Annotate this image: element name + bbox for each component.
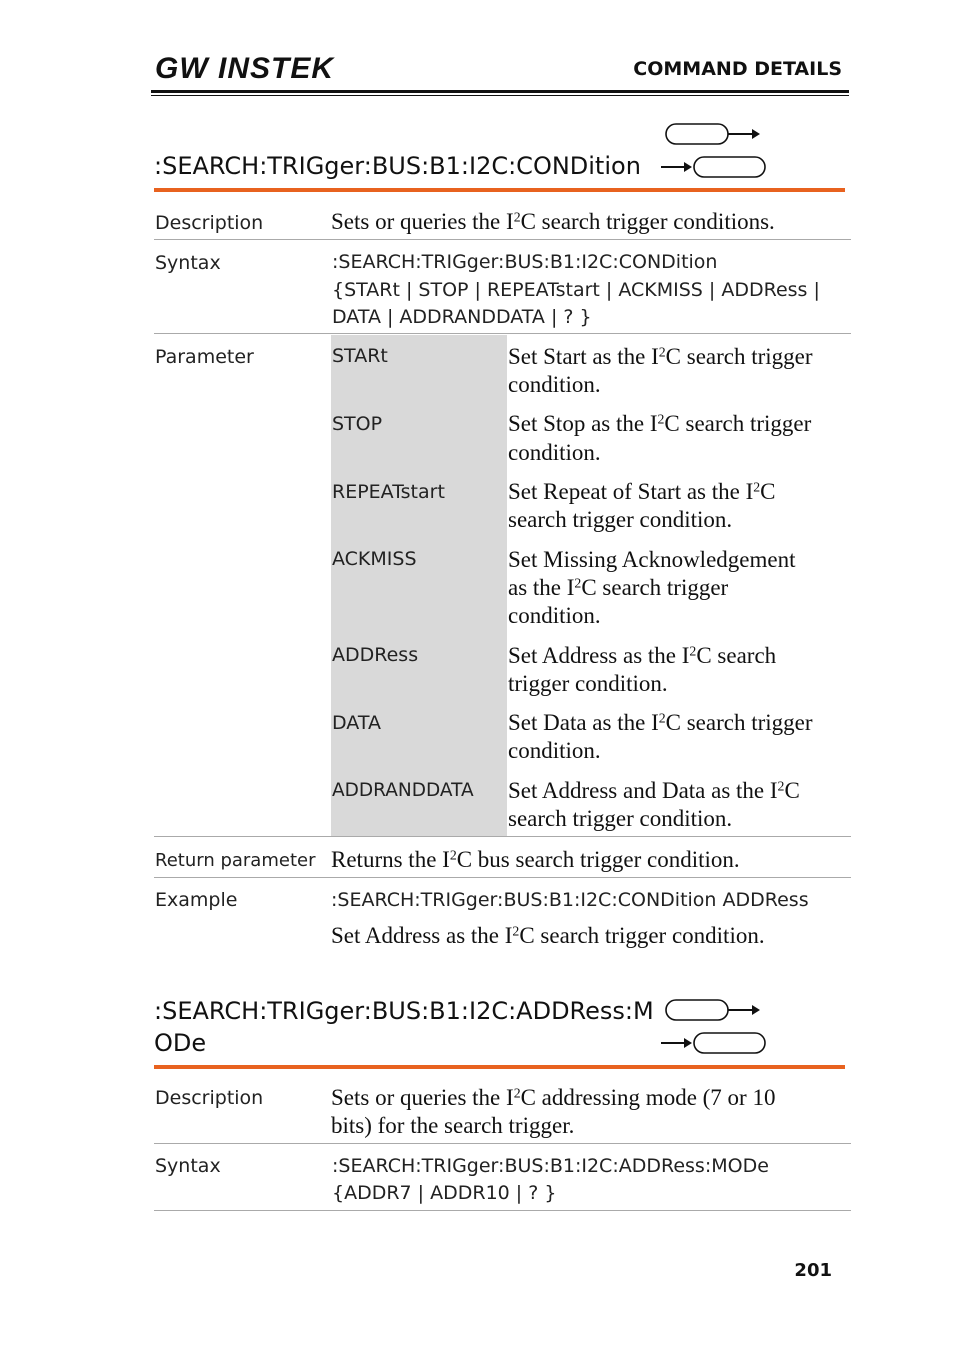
- param-desc: as the $I^2C$ search trigger: [508, 575, 729, 600]
- syntax-line: DATA | ADDRANDDATA | ? }: [332, 306, 592, 328]
- param-name: ADDRess: [332, 644, 419, 666]
- section-title: COMMAND DETAILS: [633, 58, 842, 80]
- param-desc: search trigger condition.: [508, 806, 733, 831]
- return-parameter-text: Returns the $I^2C$ bus search trigger condition.: [331, 847, 740, 872]
- command-title: :SEARCH:TRIGger:BUS:B1:I2C:CONDition: [154, 152, 641, 180]
- row-divider: [154, 877, 851, 878]
- row-divider: [154, 239, 851, 240]
- param-name: ACKMISS: [332, 548, 417, 570]
- row-divider: [154, 333, 851, 334]
- title-underline: [154, 188, 845, 192]
- param-desc: Set Stop as the $I^2C$ search trigger: [508, 411, 812, 436]
- set-icon: [666, 1000, 760, 1020]
- parameter-label: Parameter: [155, 346, 254, 368]
- row-divider: [154, 1210, 851, 1211]
- description-label: Description: [155, 212, 264, 234]
- param-desc: Set Address and Data as the $I^2C$: [508, 778, 800, 803]
- set-query-icons: [658, 997, 770, 1059]
- param-name: ADDRANDDATA: [332, 780, 474, 801]
- command-title: :SEARCH:TRIGger:BUS:B1:I2C:ADDRess:M: [154, 997, 654, 1025]
- syntax-line: :SEARCH:TRIGger:BUS:B1:I2C:ADDRess:MODe: [332, 1155, 769, 1177]
- row-divider: [154, 1143, 851, 1144]
- param-name: STOP: [332, 413, 383, 435]
- param-name: STARt: [332, 345, 388, 367]
- syntax-label: Syntax: [155, 1155, 221, 1177]
- page-number: 201: [794, 1260, 832, 1281]
- param-name: DATA: [332, 712, 381, 734]
- param-desc: search trigger condition.: [508, 507, 733, 532]
- description-text: Sets or queries the $I^2C$ search trigger conditions.: [331, 209, 775, 234]
- syntax-line: {ADDR7 | ADDR10 | ? }: [332, 1182, 557, 1204]
- param-desc: condition.: [508, 440, 601, 465]
- query-icon: [661, 157, 765, 177]
- example-text: Set Address as the $I^2C$ search trigger condition.: [331, 923, 765, 948]
- header-rule-thin: [151, 95, 849, 96]
- param-name: REPEATstart: [332, 481, 445, 503]
- header-rule: [151, 90, 849, 93]
- gw-instek-logo: GW INSTEK: [155, 52, 334, 85]
- param-desc: Set Missing Acknowledgement: [508, 547, 796, 572]
- syntax-line: :SEARCH:TRIGger:BUS:B1:I2C:CONDition: [332, 251, 718, 273]
- description-text: Sets or queries the $I^2C$ addressing mode (7 or 10: [331, 1085, 776, 1110]
- param-desc: Set Repeat of Start as the $I^2C$: [508, 479, 776, 504]
- syntax-label: Syntax: [155, 252, 221, 274]
- command-title-continued: ODe: [154, 1029, 207, 1057]
- param-desc: condition.: [508, 603, 601, 628]
- param-desc: Set Data as the $I^2C$ search trigger: [508, 710, 813, 735]
- row-divider: [154, 836, 851, 837]
- title-underline: [154, 1065, 845, 1069]
- example-label: Example: [155, 889, 238, 911]
- example-command: :SEARCH:TRIGger:BUS:B1:I2C:CONDition ADDRess: [331, 889, 809, 911]
- set-icon: [666, 124, 760, 144]
- param-desc: Set Address as the $I^2C$ search: [508, 643, 777, 668]
- param-desc: condition.: [508, 372, 601, 397]
- return-parameter-label: Return parameter: [155, 850, 316, 871]
- param-desc: condition.: [508, 738, 601, 763]
- syntax-line: {STARt | STOP | REPEATstart | ACKMISS | ADDRess |: [332, 279, 820, 301]
- description-text: bits) for the search trigger.: [331, 1113, 575, 1138]
- description-label: Description: [155, 1087, 264, 1109]
- param-desc: Set Start as the $I^2C$ search trigger: [508, 344, 813, 369]
- query-icon: [661, 1033, 765, 1053]
- param-desc: trigger condition.: [508, 671, 668, 696]
- set-query-icons: [658, 121, 770, 183]
